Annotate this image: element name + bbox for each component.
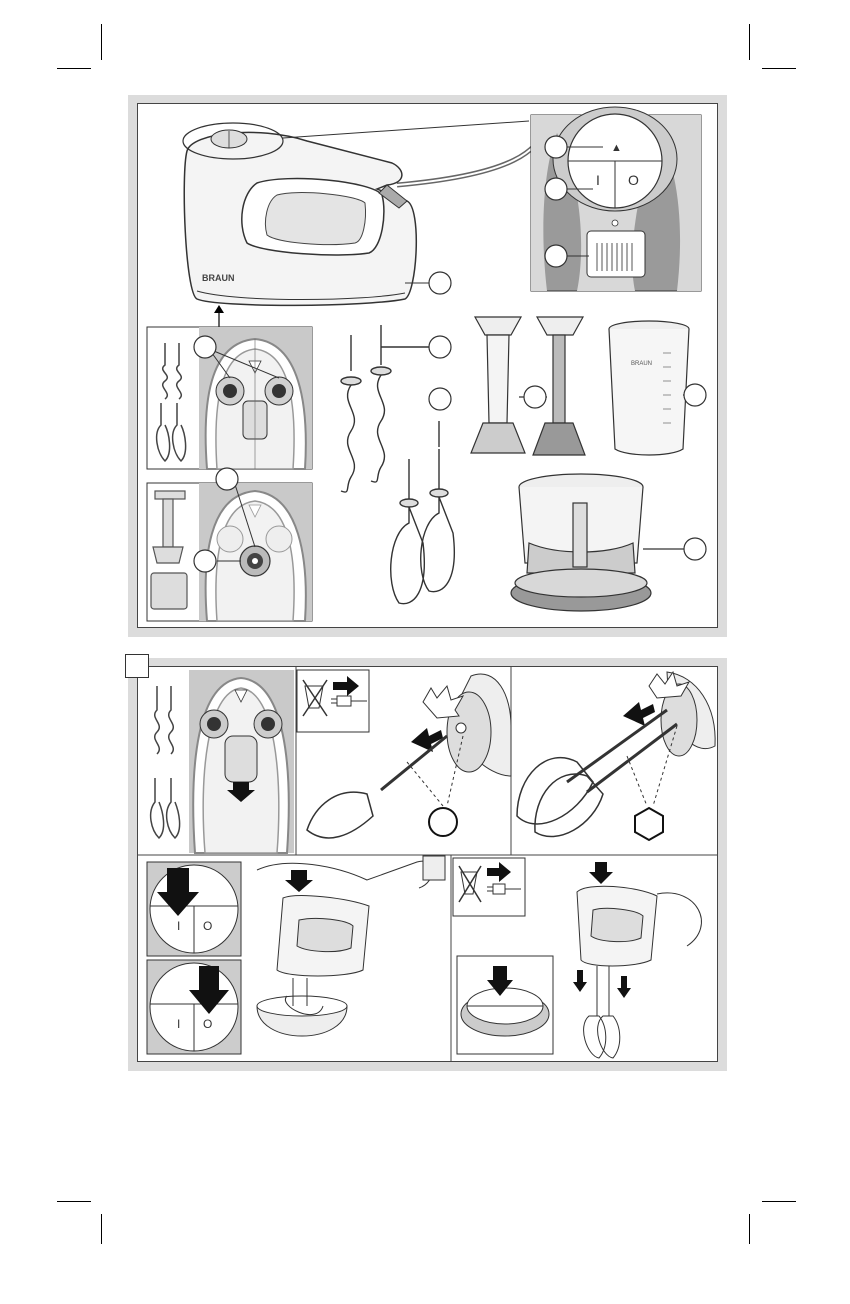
section-a-illustration <box>137 103 718 628</box>
socket-detail-beaters <box>147 327 312 469</box>
speed-off-label: O <box>628 172 639 188</box>
hand-mixer-illustration <box>183 121 547 341</box>
beaters-illustration <box>391 388 455 604</box>
chopper-illustration <box>511 474 706 611</box>
blender-shafts-illustration <box>471 317 585 455</box>
eject-symbol: ▲ <box>611 142 622 154</box>
circle-shape <box>429 808 457 836</box>
crop-mark-tl-h <box>57 68 91 69</box>
step-speed-buttons <box>147 862 241 1054</box>
measuring-jug-illustration <box>609 321 706 455</box>
step-release-socket <box>151 670 294 853</box>
crop-mark-br-v <box>749 1214 750 1244</box>
socket-detail-attachments <box>147 468 312 621</box>
crop-mark-tl-v <box>101 24 102 60</box>
crop-mark-br-h <box>762 1201 796 1202</box>
speed-on-label-step: I <box>177 919 181 933</box>
step-mixing <box>257 856 445 1036</box>
step-insert-beater <box>297 670 511 838</box>
burst-icon <box>423 686 463 718</box>
step-insert-second-beater <box>517 672 715 840</box>
speed-off-label-step2: O <box>203 1017 213 1031</box>
crop-mark-tr-h <box>762 68 796 69</box>
control-panel-detail <box>531 107 701 291</box>
step-eject-beaters <box>453 858 701 1058</box>
crop-mark-bl-h <box>57 1201 91 1202</box>
speed-off-label-step: O <box>203 919 213 933</box>
callout-circle <box>429 272 451 294</box>
crop-mark-tr-v <box>749 24 750 60</box>
speed-on-label-step2: I <box>177 1017 181 1031</box>
speed-on-label: I <box>596 172 600 188</box>
brand-logo: BRAUN <box>202 273 235 283</box>
crop-mark-bl-v <box>101 1214 102 1244</box>
hexagon-shape <box>635 808 663 840</box>
jug-logo: BRAUN <box>631 361 653 367</box>
section-b-illustration <box>137 666 718 1062</box>
